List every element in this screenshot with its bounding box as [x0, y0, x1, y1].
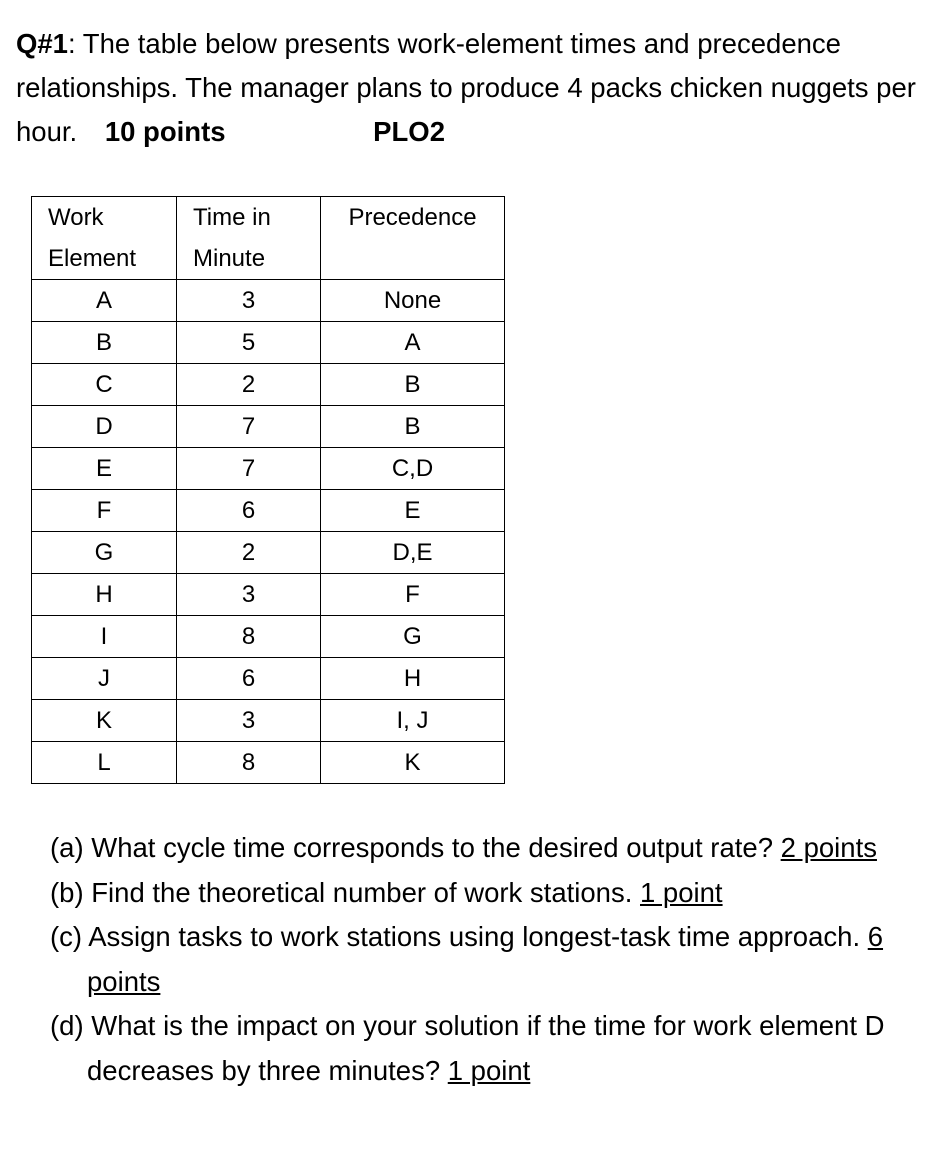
header-work-element: Work Element — [32, 197, 177, 280]
question-d: (d) What is the impact on your solution if the time for work element D decreases by three minutes? 1 point — [50, 1010, 885, 1086]
table-row — [32, 616, 505, 658]
table-row — [32, 574, 505, 616]
cell-precedence: F — [321, 574, 505, 616]
cell-precedence: A — [321, 322, 505, 364]
plo-label: PLO2 — [373, 116, 445, 147]
header-time: Time in Minute — [177, 197, 321, 280]
cell-element: E — [32, 448, 177, 490]
cell-precedence: B — [321, 364, 505, 406]
cell-precedence: D,E — [321, 532, 505, 574]
cell-precedence: H — [321, 658, 505, 700]
cell-element: B — [32, 322, 177, 364]
cell-time: 5 — [177, 322, 321, 364]
cell-precedence: I, J — [321, 700, 505, 742]
cell-time: 6 — [177, 490, 321, 532]
cell-time: 2 — [177, 364, 321, 406]
question-points: 10 points — [104, 116, 226, 147]
table-header-row — [32, 197, 505, 280]
cell-element: K — [32, 700, 177, 742]
table-row — [32, 700, 505, 742]
question-list — [50, 826, 930, 1093]
cell-time: 8 — [177, 742, 321, 784]
table-row — [32, 364, 505, 406]
work-element-table — [31, 196, 505, 784]
cell-precedence: None — [321, 280, 505, 322]
cell-time: 3 — [177, 280, 321, 322]
question-intro — [16, 22, 936, 154]
cell-element: J — [32, 658, 177, 700]
cell-element: I — [32, 616, 177, 658]
cell-time: 7 — [177, 448, 321, 490]
cell-precedence: K — [321, 742, 505, 784]
header-precedence: Precedence — [321, 197, 505, 280]
cell-time: 3 — [177, 574, 321, 616]
cell-precedence: C,D — [321, 448, 505, 490]
question-text: : The table below presents work-element times and precedence relationships. The manager plans to produce 4 packs chicken nuggets per hour. — [16, 28, 916, 147]
table-row — [32, 490, 505, 532]
question-label: Q#1 — [16, 28, 68, 59]
cell-time: 2 — [177, 532, 321, 574]
cell-element: A — [32, 280, 177, 322]
cell-precedence: E — [321, 490, 505, 532]
table-row — [32, 322, 505, 364]
question-b: (b) Find the theoretical number of work stations. 1 point — [50, 876, 723, 908]
cell-time: 8 — [177, 616, 321, 658]
cell-element: C — [32, 364, 177, 406]
cell-time: 7 — [177, 406, 321, 448]
cell-element: F — [32, 490, 177, 532]
cell-element: G — [32, 532, 177, 574]
cell-element: L — [32, 742, 177, 784]
table-row — [32, 448, 505, 490]
question-a: (a) What cycle time corresponds to the desired output rate? 2 points — [50, 832, 877, 863]
cell-element: D — [32, 406, 177, 448]
cell-precedence: G — [321, 616, 505, 658]
cell-time: 3 — [177, 700, 321, 742]
cell-element: H — [32, 574, 177, 616]
table-row — [32, 406, 505, 448]
table-row — [32, 532, 505, 574]
cell-time: 6 — [177, 658, 321, 700]
cell-precedence: B — [321, 406, 505, 448]
table-row — [32, 280, 505, 322]
table-row — [32, 658, 505, 700]
table-row — [32, 742, 505, 784]
question-c: (c) Assign tasks to work stations using longest-task time approach. 6 points — [50, 921, 884, 997]
